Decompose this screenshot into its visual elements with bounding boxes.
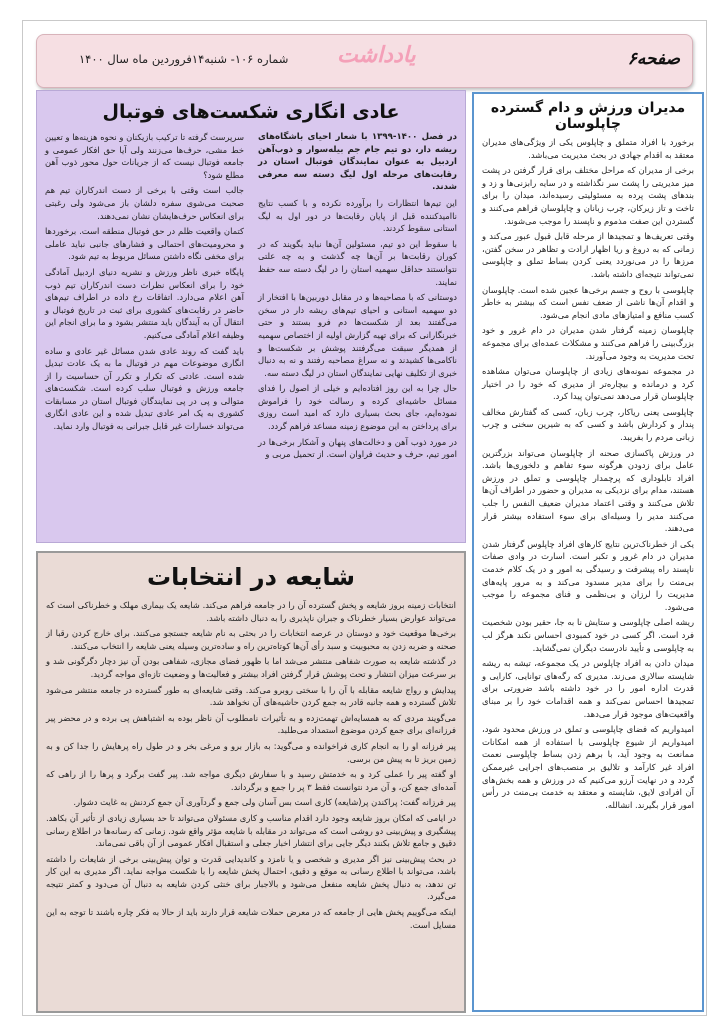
paragraph: برخی‌ها موقعیت خود و دوستان در عرصه انتخابات را در بحثی به نام شایعه جستجو می‌کنند. برای خارج کردن رقبا از صحنه و ضربه زدن به محبوبیت و سبد رأی آن‌ها کوتاه‌ترین راه و ساده‌ترین وسیله یعنی شایعه را انتخاب می‌کنند. bbox=[46, 628, 456, 651]
paragraph: برخی از مدیران که مراحل مختلف برای قرار گرفتن در پشت میز مدیریتی را پشت سر نگذاشته و در سایه رابزنی‌ها و زد و بندهای پشت پرده به مسئولیتی رسیده‌اند، میدان را برای تاخت و تاز زیرکان، چرب زبانان و چاپلوسان فراهم می‌کنند و گستردن این صفت مذموم و ناپسند را موجب می‌شوند. bbox=[482, 165, 694, 226]
paragraph: اینکه می‌گوییم پخش هایی از جامعه که در معرض حملات شایعه قرار دارند باید از حالا به فکر چاره باشند تا توجه به این مسایل است. bbox=[46, 907, 456, 930]
paragraph: در ایامی که امکان بروز شایعه وجود دارد اقدام مناسب و کاری مسئولان می‌تواند تا حد بسیاری زیادی از تأثیر آن بکاهد. پیشگیری و پیش‌بینی دو روشی است که می‌تواند در مقابله با شایعه مؤثر واقع شود. زمانی که رسانه‌ها در اطلاع رسانی دقیق و جامع تلاش بکنند دیگر جایی برای انتشار اخبار جعلی و استقبال افکار عمومی از آن باقی نمی‌ماند. bbox=[46, 812, 456, 849]
paragraph: در گذشته شایعه به صورت شفاهی منتشر می‌شد اما با ظهور فضای مجازی، شفاهی بودن آن نیز دچار دگرگونی شد و بر سرعت میزان انتشار و تحت پوشش قرار گرفتن افراد بیشتر و فعالیت‌ها و وضعیت تازه‌ای مواجه گردید. bbox=[46, 656, 456, 679]
paragraph: باید گفت که روند عادی شدن مسائل غیر عادی و ساده انگاری موضوعات مهم در فوتبال ما به یک عادت تبدیل شده است. عادتی که تکرار و تکرر آن حساسیت را از جامعه ورزش و فوتبال سلب کرده است. شکست‌های متوالی و پی در پی نمایندگان فوتبال استان در مسابقات کشوری به یک امر عادی تبدیل شده و این عادی انگاری می‌تواند خسارات غیر قابل جبرانی به فوتبال وارد نماید. bbox=[45, 345, 244, 432]
paragraph: در ورزش پاکسازی صحنه از چاپلوسان می‌تواند بزرگترین عامل برای زدودن هرگونه سوء تفاهم و دلخوری‌ها باشد. افراد تابلوداری که پرچمدار چاپلوسی و تملق در ورزش هستند، مدام برای نزدیکی به مدیران و حضور در اطراف آن‌ها تلاش می‌کنند و وقتی اعتماد مدیران ضعیف النفس را جلب می‌کنند مدیر را وسیله‌ای برای سوء استفاده بیشتر قرار می‌دهند. bbox=[482, 447, 694, 534]
paragraph: چاپلوسی یعنی ریاکار، چرب زبان، کسی که گفتارش مخالف پندار و کردارش باشد و کسی که به شیرین سخنی و چرب زبانی مردم را بفریبد. bbox=[482, 406, 694, 443]
paragraph: در مجموعه نمونه‌های زیادی از چاپلوسان می‌توان مشاهده کرد و درمانده و بیچاره‌تر از مدیری که خود را در اختیار چاپلوسان قرار می‌دهد نمی‌توان پیدا کرد. bbox=[482, 366, 694, 402]
paragraph: وقتی تعریف‌ها و تمجیدها از مرحله قابل قبول عبور می‌کند و زمانی که به دروغ و ریا اظهار ارادت و تظاهر در سخن گفتن، مرزها را در می‌نوردد یعنی کردن بساط تملق و چاپلوسی نمی‌تواند نتیجه‌ای داشته باشد. bbox=[482, 231, 694, 279]
bottom-article-title: شایعه در انتخابات bbox=[146, 563, 356, 591]
top-article bbox=[36, 90, 466, 543]
paragraph: می‌گویند مردی که به همسایه‌اش تهمت‌زده و به تأثیرات نامطلوب آن ناظر بوده به اشتباهش پی برده و در محضر پیر فرزانه‌ای برای جمع کردن موضوع استمداد می‌طلبد. bbox=[46, 712, 456, 736]
paragraph: چاپلوسی با روح و جسم برخی‌ها عجین شده است. چاپلوسان و اقدام آن‌ها ناشی از ضعف نفس است که بیشتر به خاطر کسب منافع و امتیازهای مادی انجام می‌شود. bbox=[482, 284, 694, 320]
top-article-col-b bbox=[45, 131, 244, 464]
paragraph: انتخابات زمینه بروز شایعه و پخش گسترده آن را در جامعه فراهم می‌کند. شایعه یک بیماری مهلک و خطرناکی است که می‌تواند عوارض بسیار خطرناک و جبران ناپذیری را به دنبال داشته باشد. bbox=[46, 600, 456, 623]
paragraph: برخورد با افراد متملق و چاپلوس یکی از ویژگی‌های مدیران معتقد به اقدام جهادی در بحث مدیریت می‌باشد. bbox=[482, 137, 694, 160]
paragraph: این تیم‌ها انتظارات را برآورده نکرده و با کسب نتایج ناامیدکننده قبل از پایان رقابت‌ها در دور اول به لیگ استانی سقوط کردند. bbox=[258, 197, 457, 234]
paragraph: ریشه اصلی چاپلوسی و ستایش نا به جا، حقیر بودن شخصیت فرد است. اگر کسی در خود کمبودی احساس نکند هرگز لب به چاپلوسی و تأیید نادرست دیگران نمی‌گشاید. bbox=[482, 617, 694, 653]
paragraph: دوستانی که با مصاحبه‌ها و در مقابل دوربین‌ها با افتخار از دو سهمیه استانی و احیای تیم‌های ریشه دار در سخن می‌گفتند بعد از شکست‌ها دم فرو بستند و حتی خبرنگارانی که برای تهیه گزارش اولیه از اختصاص سهمیه از همدیگر سبقت می‌گرفتند پوشش بر شکست‌ها و ناکامی‌ها کشیدند و نه سراغ مصاحبه رفتند و نه به دنبال خبری از تکلیف نهایی نمایندگان استان در لیگ دسته سه. bbox=[258, 292, 457, 378]
paragraph: چاپلوسان زمینه گرفتار شدن مدیران در دام غرور و خود بزرگ‌بینی را فراهم می‌کنند و مشکلات عمده‌ای برای مجموعه تحت مدیریت به وجود می‌آورند. bbox=[482, 325, 694, 361]
top-article-lead: در فصل ۱۴۰۰-۱۳۹۹ با شعار احیای باشگاه‌های ریشه دار، دو تیم جام جم بیله‌سوار و ذوب‌آهن اردبیل به عنوان نمایندگان فوتبال استان در رقابت‌های مرحله اول لیگ دسته سه معرفی شدند. bbox=[258, 132, 458, 193]
paragraph: پیر فرزانه گفت: پراکندن پر(شایعه) کاری است بس آسان ولی جمع و گردآوری آن جمع کردنش به غایت دشوار. bbox=[73, 797, 456, 808]
paragraph: پیر فرزانه او را به انجام کاری فراخوانده و می‌گوید: به بازار برو و مرغی بخر و در طول راه پرهایش را جدا کن و به زمین بریز تا به پیش من برسی. bbox=[46, 740, 456, 764]
issue-info: شماره ۱۰۶- شنبه۱۴فروردین ماه سال ۱۴۰۰ bbox=[79, 52, 289, 66]
page-header bbox=[36, 34, 693, 88]
bottom-article bbox=[36, 551, 466, 1013]
paragraph: او گفته پیر را عملی کرد و به خدمتش رسید و با سفارش دیگری مواجه شد. پیر گفت برگرد و پرها را از راهی که آمده‌ای جمع کن، و آن مرد نتوانست فقط ۳ پر را جمع و برگرداند. bbox=[46, 769, 456, 792]
paragraph: در بحث پیش‌بینی نیز اگر مدیری و شخصی و یا نامزد و کاندیدایی قدرت و توان پیش‌بینی برخی از شایعات را داشته باشد، می‌تواند با اطلاع رسانی به موقع و دقیق، احتمال پخش شایعه را با شکست مواجه نماید. اگر مدیری به این کار تن ندهد، به دنبال پخش شایعه منفعل می‌شود و بالاجبار برای خنثی کردن شایعه به دنبال آن می‌دود و کمتر نتیجه می‌گیرد. bbox=[46, 853, 456, 902]
paragraph: در مورد ذوب آهن و دخالت‌های پنهان و آشکار برخی‌ها در امور تیم، حرف و حدیث فراوان است. از تحمیل مربی و bbox=[258, 436, 457, 460]
paragraph: یکی از خطرناک‌ترین نتایج کارهای افراد چاپلوس گرفتار شدن مدیران در دام غرور و تکبر است. اسارت در وادی صفات ناپسند راه پیشرفت و رسیدگی به امور و در یک کلام خدمت بی‌منت را برای مدیر مسدود می‌کند و به مرور پایه‌های مدیریت را لرزان و بی‌نظمی و فنای مجموعه را موجب می‌شود. bbox=[482, 538, 694, 612]
top-article-col-a bbox=[258, 131, 457, 464]
paragraph: جالب است وقتی با برخی از دست اندرکاران تیم هم صحبت می‌شوی سفره دلشان باز می‌شود ولی رغبتی برای انعکاس حرف‌هایشان نشان نمی‌دهند. bbox=[45, 185, 244, 221]
right-column-article bbox=[472, 92, 704, 1012]
paragraph: امیدواریم که فضای چاپلوسی و تملق در ورزش محدود شود، امیدواریم از شیوع چاپلوسی با استفاده از همه امکانات ممانعت به وجود آید، با برهم زدن بساط چاپلوسی نعمت افراد غیر کارآمد و تلالیق بر منصب‌های اجرایی غیرممکن گردد و در نهایت آرزو می‌کنیم که در ورزش و همه بخش‌های آن افرادی لایق، شایسته و معتقد به خدمت بی‌منت در رأس امور قرار بگیرند. انشالله. bbox=[482, 724, 694, 810]
right-article-title: مدیران ورزش و دام گسترده چاپلوسان bbox=[490, 100, 686, 132]
section-title: یادداشت bbox=[337, 43, 416, 68]
page-number: صفحه۶ bbox=[627, 49, 680, 69]
paragraph: پایگاه خبری ناظر ورزش و نشریه دنیای اردبیل آمادگی خود را برای انعکاس نظرات دست اندرکاران تیم ذوب آهن اعلام می‌دارد. اتفاقات رخ داده در اطراف تیم‌های حاضر در رقابت‌های کشوری برای ثبت در تاریخ فوتبال و انتقال آن به آیندگان باید منتشر بشود و ما برای انجام این وظیفه اعلام آمادگی می‌کنیم. bbox=[45, 266, 244, 340]
paragraph: سرپرست گرفته تا ترکیب بازیکنان و نحوه هزینه‌ها و تعیین خط مشی، حرف‌ها می‌زنند ولی آیا حق افکار عمومی و جامعه فوتبال نیست که از جریانات حول محور ذوب آهن مطلع شود؟ bbox=[45, 132, 244, 180]
paragraph: پیدایش و رواج شایعه مقابله با آن را با سختی روبرو می‌کند. وقتی شایعه‌ای به طور گسترده در جامعه منتشر می‌شود تلاش گسترده و همه جانبه قادر به جمع کردن حاشیه‌های آن نخواهد شد. bbox=[46, 684, 456, 708]
paragraph: میدان دادن به افراد چاپلوس در یک مجموعه، تیشه به ریشه شایسته سالاری می‌زند. مدیری که رگه‌های توانایی، کارایی و قدرت اداره امور را در خود داشته باشد ضرورتی برای تمجیدها احساس نمی‌کند و همه اقدامات خود را بر مبنای واقعیت‌های موجود قرار می‌دهد. bbox=[482, 658, 694, 719]
paragraph: کتمان واقعیت ظلم در حق فوتبال منطقه است. برخوردها و محرومیت‌های احتمالی و فشارهای جانبی نباید عاملی برای مخفی نگاه داشتن مسائل مربوط به تیم شود. bbox=[45, 226, 244, 262]
paragraph: با سقوط این دو تیم، مسئولین آن‌ها نباید بگویند که در کوران رقابت‌ها بر آن‌ها چه گذشت و به چه علتی نتوانستند حداقل سهمیه استان را در لیگ دسته سه حفظ نمایند. bbox=[258, 238, 457, 287]
top-article-title: عادی انگاری شکست‌های فوتبال bbox=[102, 101, 400, 123]
paragraph: حال چرا به این روز افتاده‌ایم و خیلی از اصول را فدای مسائل حاشیه‌ای کرده و رسالت خود را فراموش نموده‌ایم، جای بحث بسیاری دارد که امید است روزی برای پرداختن به این موضوع زمینه مساعد فراهم گردد. bbox=[258, 383, 457, 432]
